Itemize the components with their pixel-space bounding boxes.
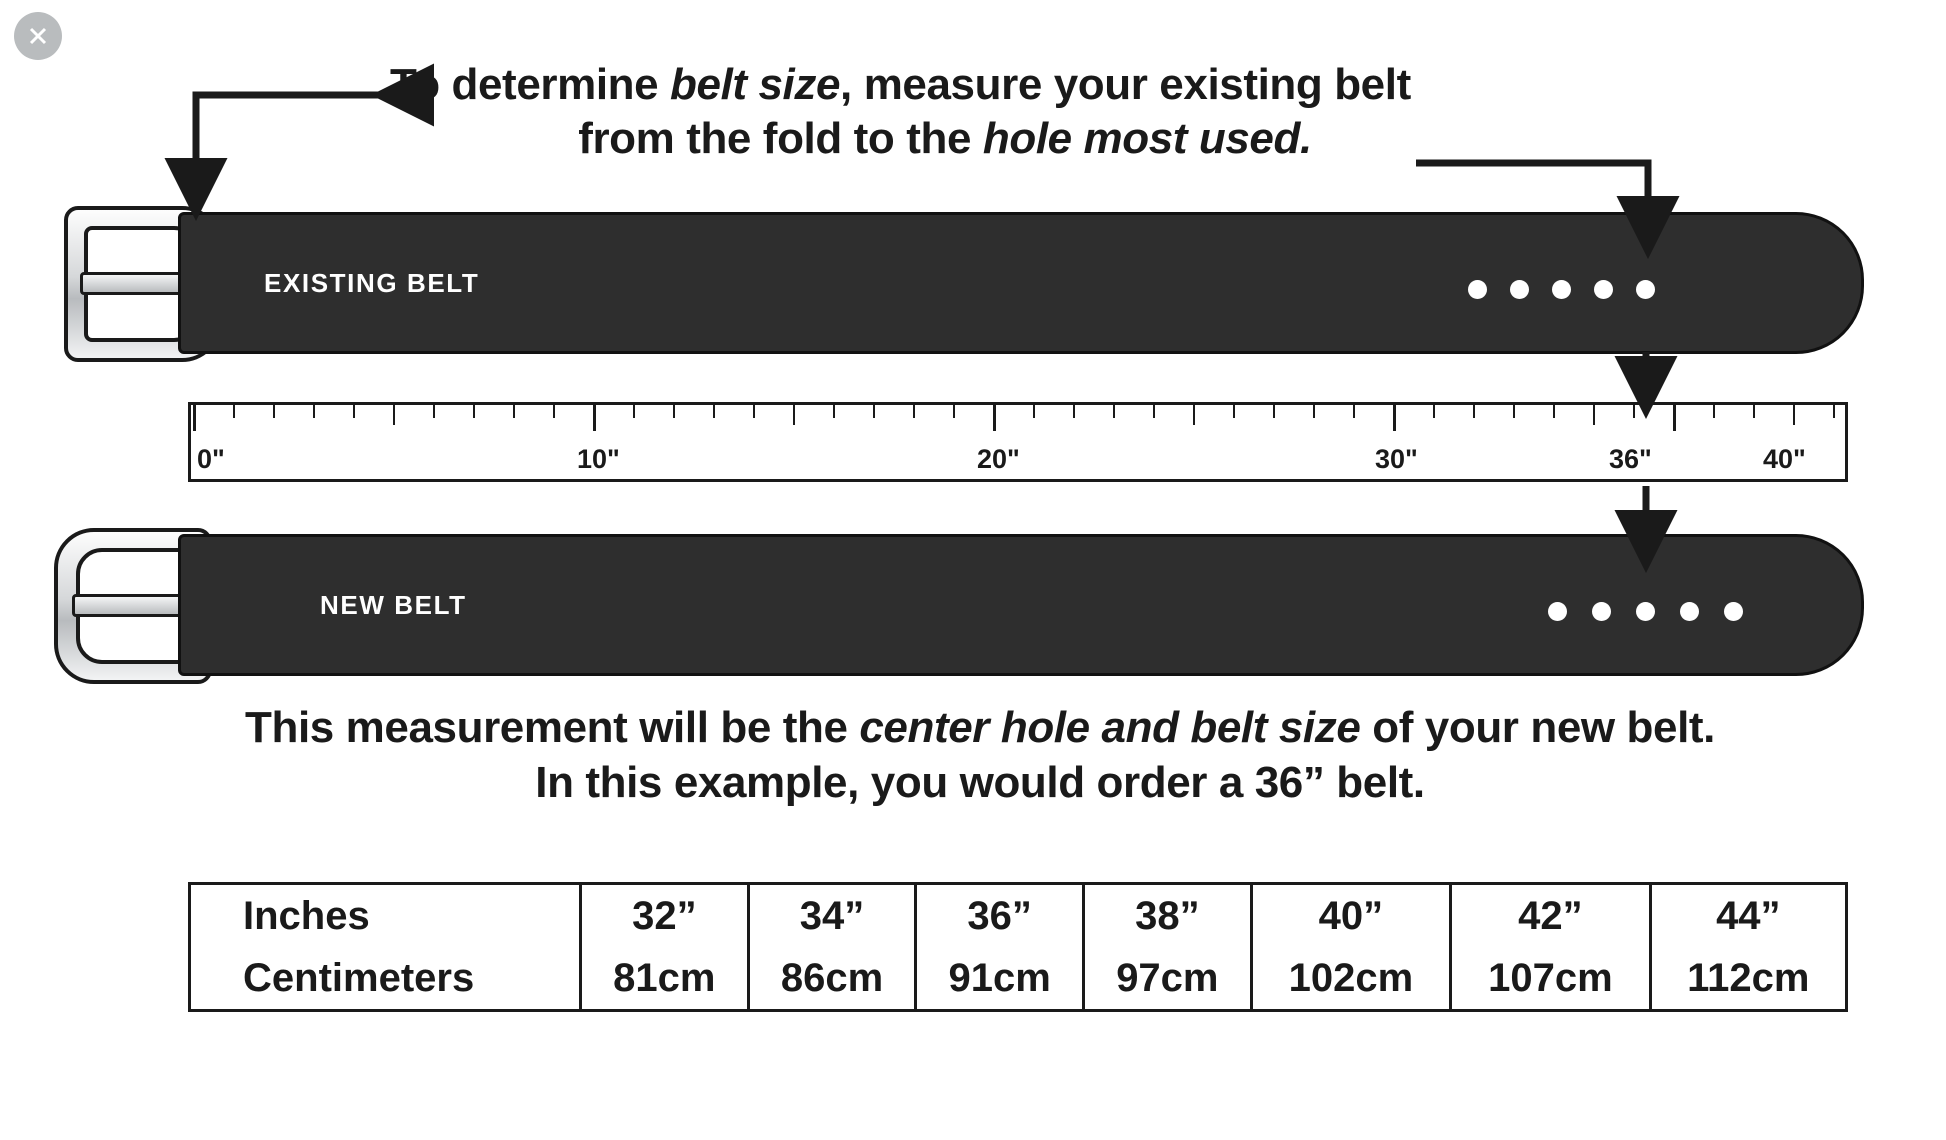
belt-hole	[1724, 602, 1743, 621]
cell-cm-107: 107cm	[1451, 947, 1650, 1011]
belt-hole	[1592, 602, 1611, 621]
ruler-label-10: 10"	[577, 444, 620, 474]
cell-inches-36: 36”	[916, 884, 1084, 948]
belt-hole	[1594, 280, 1613, 299]
new-belt-label: NEW BELT	[320, 590, 467, 620]
ruler-label-20: 20"	[977, 444, 1020, 474]
belt-hole-most-used	[1636, 280, 1655, 299]
belt-hole	[1468, 280, 1487, 299]
caption-line-1: This measurement will be the center hole and belt size of your new belt.	[245, 703, 1715, 752]
cell-inches-40: 40”	[1251, 884, 1450, 948]
belt-hole	[1510, 280, 1529, 299]
cell-inches-44: 44”	[1650, 884, 1846, 948]
ruler	[188, 402, 1848, 482]
cell-inches-38: 38”	[1084, 884, 1252, 948]
new-belt-group	[0, 490, 1946, 690]
ruler-label-40: 40"	[1763, 444, 1806, 474]
caption-text	[140, 700, 1820, 811]
cell-cm-86: 86cm	[748, 947, 916, 1011]
existing-belt-group	[0, 0, 1946, 400]
row-header-centimeters: Centimeters	[243, 955, 475, 1000]
headline-line-1: To determine belt size, measure your existing belt	[390, 60, 1411, 109]
caption-line-2: In this example, you would order a 36” belt.	[535, 758, 1425, 808]
row-header-inches: Inches	[243, 893, 370, 938]
belt-center-hole	[1636, 602, 1655, 621]
ruler-label-30: 30"	[1375, 444, 1418, 474]
table-row	[190, 884, 1847, 948]
belt-size-table	[188, 882, 1848, 1012]
belt-hole	[1552, 280, 1571, 299]
ruler-label-0: 0"	[197, 444, 225, 474]
belt-hole	[1548, 602, 1567, 621]
table-row	[190, 947, 1847, 1011]
cell-cm-112: 112cm	[1650, 947, 1846, 1011]
cell-cm-91: 91cm	[916, 947, 1084, 1011]
cell-cm-81: 81cm	[581, 947, 749, 1011]
ruler-label-36: 36"	[1609, 444, 1652, 474]
belt-hole	[1680, 602, 1699, 621]
cell-inches-32: 32”	[581, 884, 749, 948]
cell-inches-34: 34”	[748, 884, 916, 948]
cell-cm-97: 97cm	[1084, 947, 1252, 1011]
existing-belt-label: EXISTING BELT	[264, 268, 480, 298]
cell-inches-42: 42”	[1451, 884, 1650, 948]
headline-line-2: from the fold to the hole most used.	[578, 113, 1312, 163]
cell-cm-102: 102cm	[1251, 947, 1450, 1011]
